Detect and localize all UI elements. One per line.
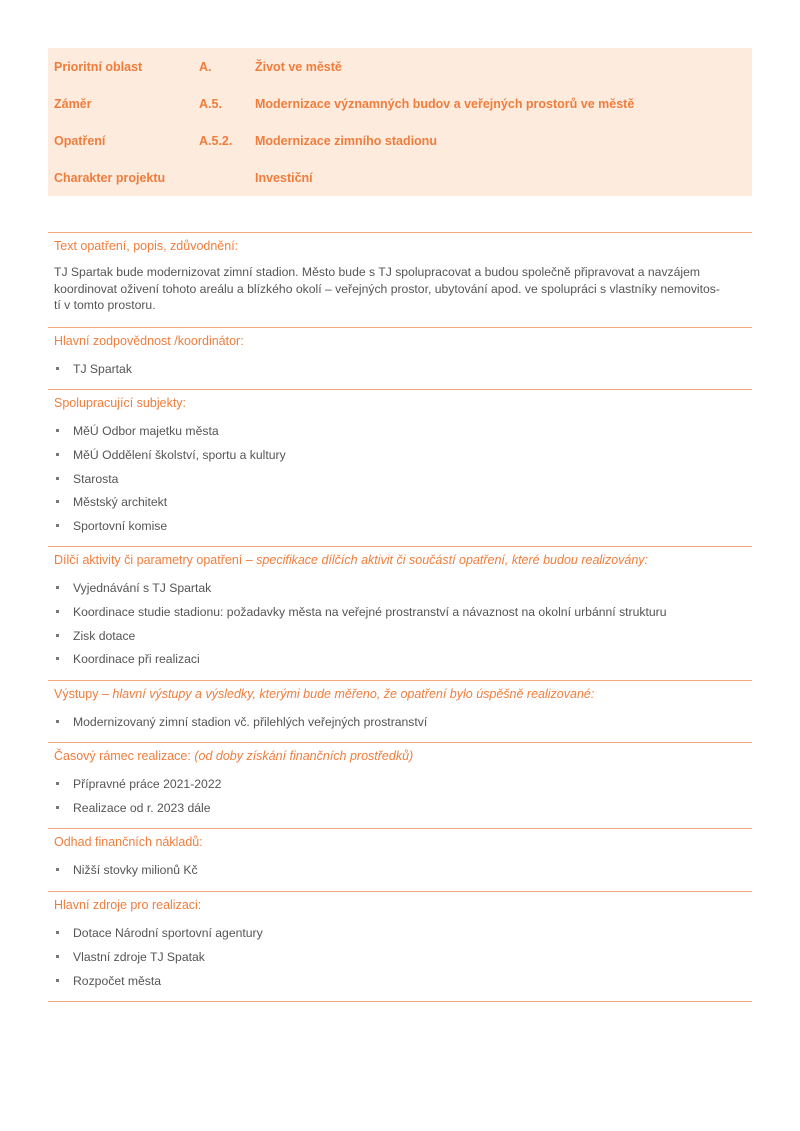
- list-item: [54, 800, 221, 824]
- responsibility-list: [54, 361, 132, 385]
- header-code: A.5.: [199, 97, 222, 111]
- bullet-icon: [56, 429, 59, 432]
- section-title: Hlavní zdroje pro realizaci:: [54, 898, 202, 912]
- list-item-text: Nižší stovky milionů Kč: [73, 863, 198, 877]
- bullet-icon: [56, 367, 59, 370]
- section-title-text: Časový rámec realizace:: [54, 749, 195, 763]
- bullet-icon: [56, 477, 59, 480]
- header-code: A.5.2.: [199, 134, 233, 148]
- list-item: [54, 361, 132, 385]
- section-timeframe: [48, 742, 752, 829]
- header-label: Záměr: [54, 97, 92, 111]
- bullet-icon: [56, 500, 59, 503]
- header-value: Modernizace zimního stadionu: [255, 134, 437, 148]
- header-value: Život ve městě: [255, 60, 342, 74]
- section-title: Text opatření, popis, zdůvodnění:: [54, 239, 239, 253]
- list-item: [54, 471, 286, 495]
- section-title: [54, 553, 648, 567]
- header-label: Prioritní oblast: [54, 60, 143, 74]
- list-item: [54, 949, 263, 973]
- section-outputs: [48, 680, 752, 743]
- section-title: Spolupracující subjekty:: [54, 396, 187, 410]
- list-item-text: Realizace od r. 2023 dále: [73, 800, 211, 815]
- bullet-icon: [56, 586, 59, 589]
- section-subtitle: – hlavní výstupy a výsledky, kterými bude měřeno, že opatření bylo úspěšně realizované:: [98, 687, 595, 701]
- section-title-text: Dílčí aktivity či parametry opatření: [54, 553, 243, 567]
- bullet-icon: [56, 657, 59, 660]
- list-item: [54, 580, 666, 604]
- costs-list: [54, 862, 198, 886]
- bullet-icon: [56, 979, 59, 982]
- list-item: [54, 862, 198, 886]
- section-title-text: Výstupy: [54, 687, 99, 701]
- description-line: koordinovat oživení tohoto areálu a blízkého okolí – veřejných prostor, ubytování apod. ve spolupráci s vlastníky nemovitos-: [54, 281, 720, 296]
- bullet-icon: [56, 955, 59, 958]
- bullet-icon: [56, 524, 59, 527]
- section-subtitle: – specifikace dílčích aktivit či součástí opatření, které budou realizovány:: [242, 553, 649, 567]
- list-item-text: Rozpočet města: [73, 973, 162, 988]
- bullet-icon: [56, 782, 59, 785]
- list-item-text: Vlastní zdroje TJ Spatak: [73, 949, 205, 964]
- header-label: Opatření: [54, 134, 106, 148]
- list-item: [54, 973, 263, 997]
- bullet-icon: [56, 868, 59, 871]
- bullet-icon: [56, 610, 59, 613]
- list-item-text: Vyjednávání s TJ Spartak: [73, 581, 212, 595]
- header-label: Charakter projektu: [54, 171, 166, 185]
- bullet-icon: [56, 931, 59, 934]
- list-item-text: MěÚ Oddělení školství, sportu a kultury: [73, 447, 286, 462]
- section-sources: [48, 891, 752, 1002]
- list-item: [54, 604, 666, 628]
- list-item-text: Městský architekt: [73, 495, 168, 510]
- section-description: [48, 232, 752, 327]
- list-item-text: Koordinace při realizaci: [73, 652, 200, 667]
- bullet-icon: [56, 453, 59, 456]
- list-item-text: Koordinace studie stadionu: požadavky města na veřejné prostranství a návaznost na okolní urbánní strukturu: [73, 604, 667, 619]
- section-responsibility: [48, 327, 752, 389]
- list-item: [54, 423, 286, 447]
- list-item: [54, 628, 666, 652]
- header-value: Modernizace významných budov a veřejných prostorů ve městě: [255, 97, 635, 111]
- list-item-text: Modernizovaný zimní stadion vč. přilehlých veřejných prostranství: [73, 715, 428, 729]
- project-header: [48, 48, 752, 196]
- list-item-text: Zisk dotace: [73, 628, 136, 643]
- description-line: tí v tomto prostoru.: [54, 298, 156, 312]
- list-item: [54, 776, 221, 800]
- list-item: [54, 714, 427, 738]
- description-line: TJ Spartak bude modernizovat zimní stadion. Město bude s TJ spolupracovat a budou společně připravovat a navzájem: [54, 265, 701, 279]
- bullet-icon: [56, 634, 59, 637]
- list-item: [54, 518, 286, 542]
- section-subtitle: (od doby získání finančních prostředků): [194, 749, 414, 763]
- list-item: [54, 447, 286, 471]
- section-costs: [48, 828, 752, 892]
- outputs-list: [54, 714, 427, 738]
- header-value: Investiční: [255, 171, 313, 185]
- list-item-text: Starosta: [73, 471, 119, 486]
- section-title: [54, 749, 413, 763]
- list-item-text: TJ Spartak: [73, 362, 132, 376]
- list-item-text: Přípravné práce 2021-2022: [73, 777, 222, 791]
- list-item-text: Dotace Národní sportovní agentury: [73, 926, 263, 940]
- cooperating-list: [54, 423, 286, 542]
- list-item-text: MěÚ Odbor majetku města: [73, 424, 219, 438]
- timeframe-list: [54, 776, 221, 824]
- sources-list: [54, 925, 263, 996]
- list-item: [54, 651, 666, 675]
- list-item: [54, 925, 263, 949]
- section-cooperating: [48, 389, 752, 547]
- section-title: Odhad finančních nákladů:: [54, 835, 203, 849]
- bullet-icon: [56, 720, 59, 723]
- activities-list: [54, 580, 666, 675]
- list-item: [54, 494, 286, 518]
- header-code: A.: [199, 60, 212, 74]
- list-item-text: Sportovní komise: [73, 519, 168, 534]
- section-title: [54, 687, 594, 701]
- bullet-icon: [56, 806, 59, 809]
- section-title: Hlavní zodpovědnost /koordinátor:: [54, 334, 244, 348]
- description-paragraph: [54, 264, 744, 314]
- section-activities: [48, 546, 752, 681]
